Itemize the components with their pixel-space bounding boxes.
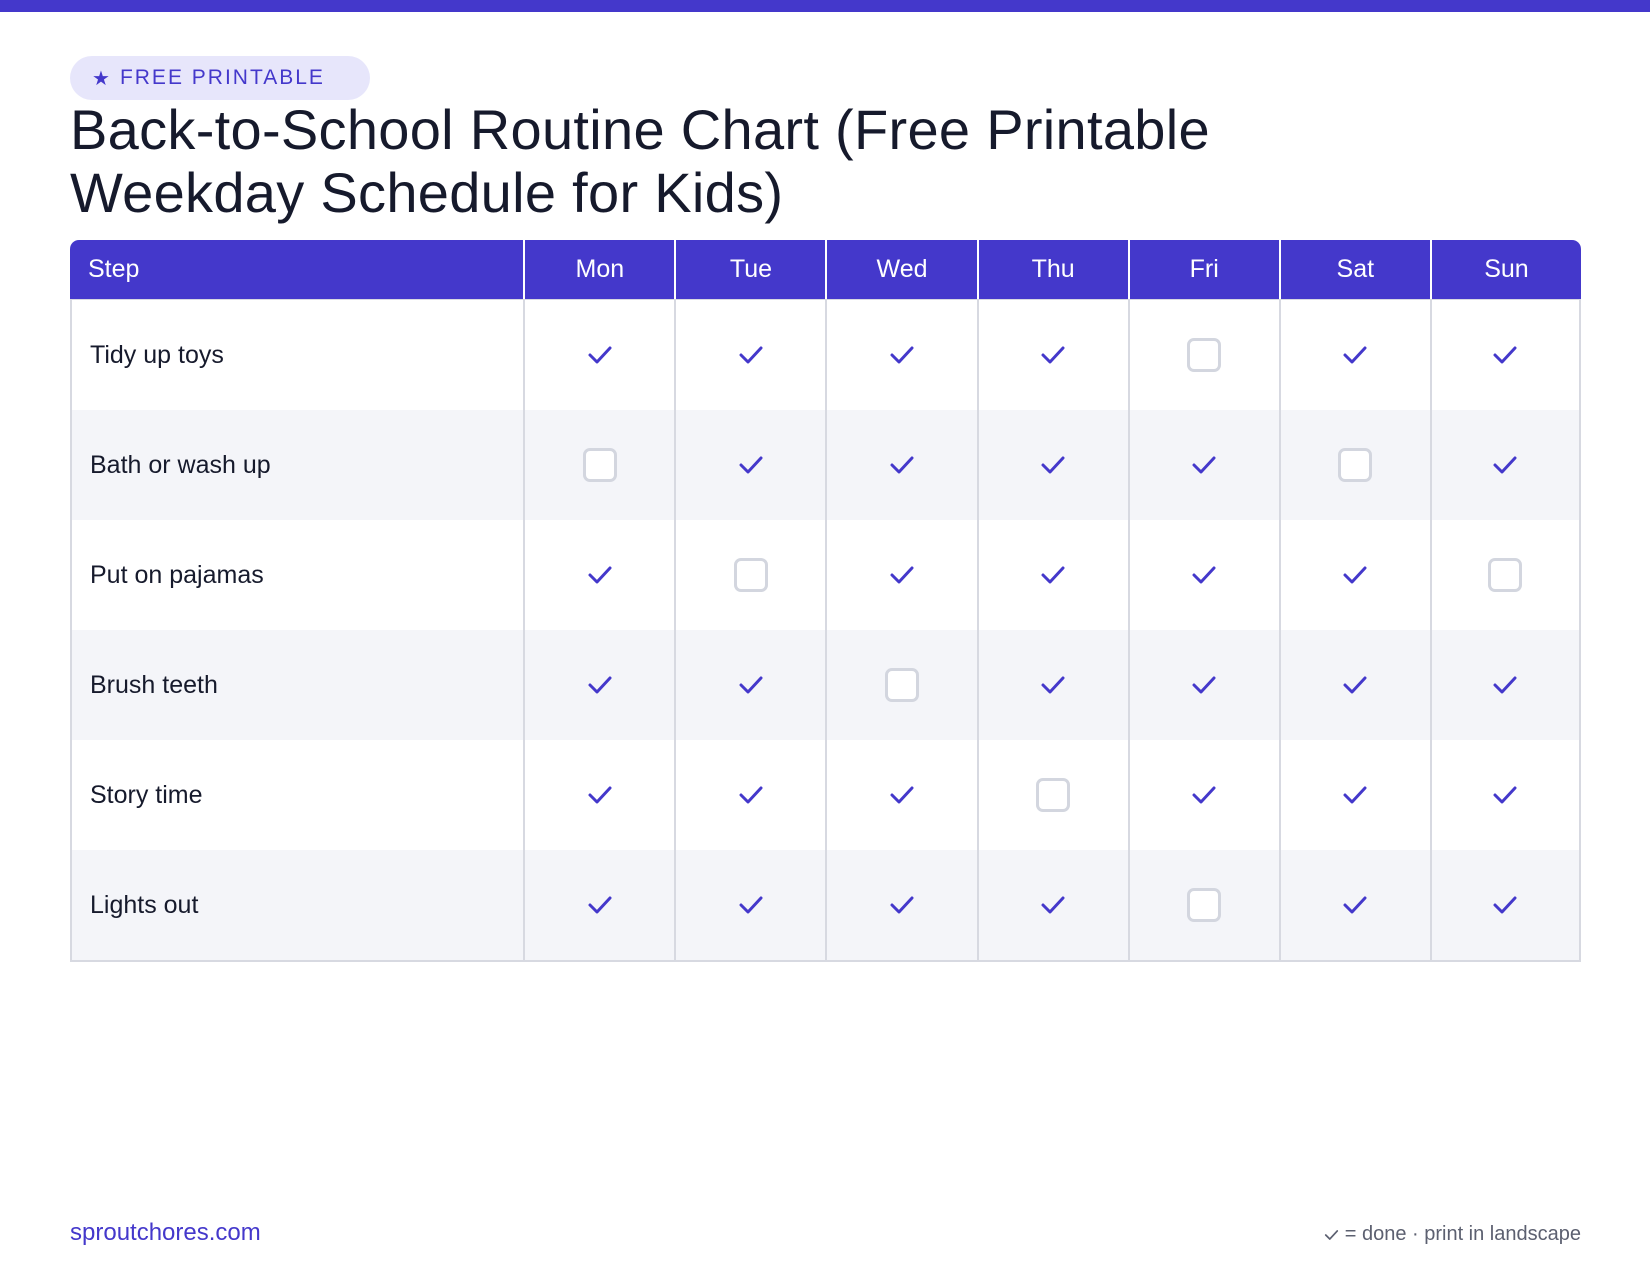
step-label: Bath or wash up (70, 410, 523, 520)
check-icon (738, 455, 764, 475)
step-label: Lights out (70, 850, 523, 962)
legend-text: = done · print in landscape (1344, 1223, 1581, 1245)
day-cell[interactable] (1279, 299, 1430, 410)
day-cell[interactable] (1128, 630, 1279, 740)
table-header-row (70, 240, 1581, 299)
column-header-day: Thu (977, 240, 1128, 299)
check-icon (889, 565, 915, 585)
day-cell[interactable] (1430, 850, 1581, 962)
check-icon (889, 345, 915, 365)
day-cell[interactable] (1430, 740, 1581, 850)
check-icon (1040, 675, 1066, 695)
check-icon (1342, 895, 1368, 915)
check-icon (1040, 565, 1066, 585)
check-icon (1040, 345, 1066, 365)
empty-checkbox[interactable] (1187, 338, 1221, 372)
table-row (70, 630, 1581, 740)
table-row (70, 410, 1581, 520)
check-icon (889, 895, 915, 915)
day-cell[interactable] (1430, 520, 1581, 630)
check-icon (1342, 345, 1368, 365)
day-cell[interactable] (1279, 850, 1430, 962)
table-row (70, 740, 1581, 850)
check-icon (1191, 675, 1217, 695)
day-cell[interactable] (674, 410, 825, 520)
check-icon (1342, 785, 1368, 805)
day-cell[interactable] (523, 299, 674, 410)
day-cell[interactable] (1128, 299, 1279, 410)
day-cell[interactable] (1279, 410, 1430, 520)
day-cell[interactable] (1128, 850, 1279, 962)
day-cell[interactable] (1430, 299, 1581, 410)
check-icon (738, 785, 764, 805)
day-cell[interactable] (1128, 410, 1279, 520)
badge-label: FREE PRINTABLE (119, 66, 325, 89)
check-icon (1492, 895, 1518, 915)
check-icon (1191, 455, 1217, 475)
day-cell[interactable] (523, 740, 674, 850)
table-row (70, 520, 1581, 630)
check-icon (587, 565, 613, 585)
day-cell[interactable] (674, 740, 825, 850)
empty-checkbox[interactable] (583, 448, 617, 482)
check-icon (738, 895, 764, 915)
site-link[interactable]: sproutchores.com (70, 1219, 261, 1246)
routine-chart-table (70, 240, 1581, 962)
check-icon (587, 675, 613, 695)
check-icon (1342, 675, 1368, 695)
day-cell[interactable] (977, 299, 1128, 410)
empty-checkbox[interactable] (885, 668, 919, 702)
check-icon (1492, 675, 1518, 695)
step-label: Story time (70, 740, 523, 850)
empty-checkbox[interactable] (1036, 778, 1070, 812)
day-cell[interactable] (825, 520, 976, 630)
check-icon (1492, 345, 1518, 365)
day-cell[interactable] (1430, 410, 1581, 520)
top-accent-bar (0, 0, 1650, 12)
column-header-day: Fri (1128, 240, 1279, 299)
day-cell[interactable] (523, 850, 674, 962)
check-icon (1492, 455, 1518, 475)
day-cell[interactable] (977, 850, 1128, 962)
day-cell[interactable] (1430, 630, 1581, 740)
page-title: Back-to-School Routine Chart (Free Printable Weekday Schedule for Kids) (70, 98, 1210, 224)
column-header-day: Tue (674, 240, 825, 299)
check-icon (738, 345, 764, 365)
day-cell[interactable] (674, 850, 825, 962)
day-cell[interactable] (674, 299, 825, 410)
day-cell[interactable] (825, 740, 976, 850)
day-cell[interactable] (825, 850, 976, 962)
empty-checkbox[interactable] (1187, 888, 1221, 922)
check-icon (587, 345, 613, 365)
check-icon (1191, 785, 1217, 805)
check-icon (587, 785, 613, 805)
column-header-day: Sat (1279, 240, 1430, 299)
step-label: Tidy up toys (70, 299, 523, 410)
day-cell[interactable] (825, 299, 976, 410)
day-cell[interactable] (1128, 740, 1279, 850)
column-header-step: Step (70, 240, 523, 299)
day-cell[interactable] (1128, 520, 1279, 630)
day-cell[interactable] (1279, 740, 1430, 850)
table-row (70, 299, 1581, 410)
empty-checkbox[interactable] (734, 558, 768, 592)
check-icon (1492, 785, 1518, 805)
column-header-day: Sun (1430, 240, 1581, 299)
footer-legend (1324, 1223, 1581, 1246)
check-icon (1342, 565, 1368, 585)
day-cell[interactable] (825, 410, 976, 520)
day-cell[interactable] (1279, 630, 1430, 740)
step-label: Brush teeth (70, 630, 523, 740)
column-header-day: Mon (523, 240, 674, 299)
check-icon (889, 785, 915, 805)
check-icon (1040, 895, 1066, 915)
check-icon (587, 895, 613, 915)
day-cell[interactable] (1279, 520, 1430, 630)
day-cell[interactable] (977, 740, 1128, 850)
free-printable-badge (70, 56, 370, 100)
day-cell[interactable] (977, 410, 1128, 520)
table-row (70, 850, 1581, 962)
day-cell[interactable] (977, 630, 1128, 740)
empty-checkbox[interactable] (1338, 448, 1372, 482)
check-icon (889, 455, 915, 475)
day-cell[interactable] (977, 520, 1128, 630)
check-icon (1324, 1229, 1339, 1241)
day-cell[interactable] (523, 520, 674, 630)
step-label: Put on pajamas (70, 520, 523, 630)
empty-checkbox[interactable] (1488, 558, 1522, 592)
day-cell[interactable] (523, 630, 674, 740)
day-cell[interactable] (523, 410, 674, 520)
check-icon (1040, 455, 1066, 475)
check-icon (738, 675, 764, 695)
day-cell[interactable] (674, 630, 825, 740)
column-header-day: Wed (825, 240, 976, 299)
star-icon: ★ (92, 67, 110, 90)
check-icon (1191, 565, 1217, 585)
day-cell[interactable] (674, 520, 825, 630)
day-cell[interactable] (825, 630, 976, 740)
